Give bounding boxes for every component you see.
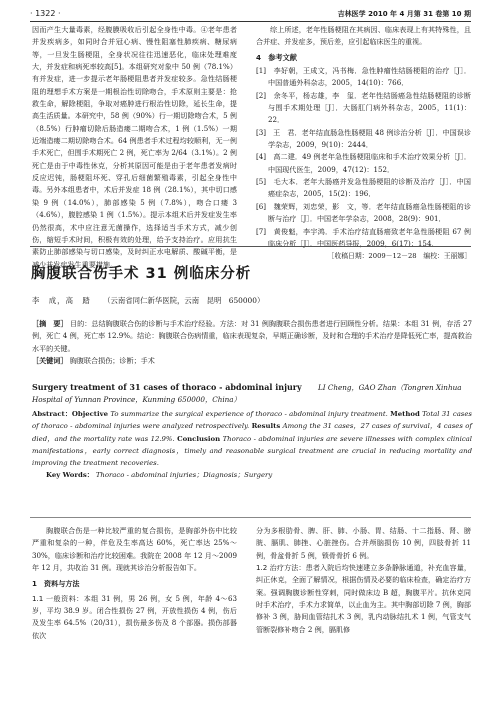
english-abstract (32, 408, 472, 482)
subsection-text: 治疗方法：患者入院后均快速建立多条静脉通道，补充血容量，纠正休克，全面了解情况，根据伤情及必要的临床检查，确定治疗方案。强调胸腹诊断性穿刺，同时做床边 B 超，胸腹平片。抗休克同时手术治疗，手术力求简单，以止血为主。其中胸部切除 7 例，胸部修补 3 例，胁间血管结扎术 3 例，乳内动脉结扎术 1 例，气管支气管断裂修补吻合 2 例，膈肌修 (256, 563, 471, 634)
article-separator (30, 246, 471, 247)
en-keywords-text: Thoraco - abdominal injuries；Diagnosis；Surgery (95, 471, 273, 480)
author-affiliation: （云南省同仁新华医院，云南 昆明 650000） (103, 296, 265, 305)
references-heading: 4 参考文献 (256, 52, 297, 62)
reference-item: [6] 魏荣辉，刘忠荣，影 文，等．老年结直肠癌急性肠梗阻的诊断与治疗［J］．中国老年学杂志，2008，28(9)：901． (256, 201, 471, 224)
abstract-text: 目的：总结胸腹联合伤的诊断与手术治疗经验。方法：对 31 例胸腹联合损伤患者进行回顾性分析。结果：本组 31 例，存活 27 例，死亡 4 例，死亡率 12.9%。结论：胸腹联合伤病情重，临床表现复杂，早期正确诊断，及时和合理的手术治疗是降低死亡率，提高救治水平的关键。 (32, 319, 472, 353)
en-conclusion-text: Thoraco - abdominal injuries are severe illnesses with complex clinical manifestations，early correct diagnosis，timely and reasonable surgical treatment are crucial in reducing mortality and improving the treatment recoveries. (32, 434, 472, 468)
subsection-number: 1.1 (32, 593, 44, 603)
header-rule (30, 21, 471, 22)
body-paragraph: 分为多根肋骨、脾、肝、肺、小肠、胃、结肠、十二指肠、肾、膀胱、膈肌、肺挫、心脏挫伤。合并颅脑损伤 10 例，四肢骨折 11 例，骨盆骨折 5 例，锁骨骨折 6 例。 (256, 526, 471, 560)
english-title: Surgery treatment of 31 cases of thoraco - abdominal injury (32, 382, 302, 392)
previous-article-left-column (32, 24, 237, 271)
reference-item: [2] 余冬平，杨志雄，李 玺．老年性结肠癌急性结肠梗阻的诊断与围手术期处理［J］．大肠肛门病外科杂志，2005，11(1)：22． (256, 90, 471, 125)
en-method-label: Method (390, 410, 420, 418)
reference-item: [1] 李好朝，王成文，冯书梅．急性肿瘤性结肠梗阻的治疗［J］．中国普通外科杂志，2005，14(10)：766． (256, 66, 471, 88)
keywords-label: ［关键词］ (32, 355, 68, 365)
received-date: ［收稿日期：2009－12－28 编校：王丽娜］ (327, 252, 471, 261)
en-results-text: Among the 31 cases，27 cases of survival，4 cases of died，and the mortality rate was 12.9%. (32, 422, 472, 443)
body-left-column (32, 525, 237, 642)
en-objective-label: Abstract：Objective (32, 410, 108, 418)
journal-citation: 吉林医学 2010 年 4 月第 31 卷第 10 期 (337, 10, 471, 18)
reference-item: [7] 黄俊魁，李宇鸿．手术治疗结直肠癌致老年急性肠梗阻 67 例临床分析［J］．中国医药导报，2009，6(17)：154． (256, 226, 471, 248)
subsection-text: 一般资料：本组 31 例，男 26 例，女 5 例，年龄 4～63 岁，平均 38.9 岁。闭合性损伤 27 例，开放性损伤 4 例，伤后及发生率 64.5%（20/31），损伤最多伤及 8 个部器。损伤部器依次 (32, 593, 237, 640)
keywords-text: 胸腹联合损伤；诊断；手术 (69, 355, 155, 365)
en-keywords-label: Key Words： (46, 471, 94, 480)
abstract-rule (30, 517, 471, 518)
section-heading: 1 资料与方法 (32, 579, 80, 589)
en-method-text: Total 31 cases of thoraco - abdominal injuries were analyzed retrospectively. (32, 410, 472, 431)
en-results-label: Results (251, 422, 281, 431)
body-right-column (256, 525, 471, 636)
en-conclusion-label: Conclusion (177, 434, 221, 443)
previous-article-right-column (256, 24, 471, 263)
article-title: 胸腹联合伤手术 31 例临床分析 (31, 266, 252, 282)
conclusion-paragraph: 综上所述，老年性肠梗阻在其病因、临床表现上有其特殊性，且合并症、并发症多，预后差，应引起临床医生的重视。 (256, 25, 471, 47)
intro-paragraph: 胸腹联合伤是一种比较严重的复合损伤，是胸部外伤中比较严重和复杂的一种，伴危及生率高达 60%，死亡率达 25%～30%，临床诊断和治疗比较困难。我院在 2008 年 12 月～2009 年 12 月，共收治 31 例。现就其诊治分析报告如下。 (32, 526, 237, 573)
en-objective-text: To summarize the surgical experience of thoraco - abdominal injury treatment. (110, 410, 388, 418)
english-title-block (32, 381, 472, 407)
subsection-number: 1.2 (256, 563, 268, 573)
author-names: 李 成，高 踏 (32, 296, 91, 305)
reference-item: [4] 高二建．49 例老年急性肠梗阻临床和手术治疗效果分析［J］．中国现代医生，2009，47(12)：152． (256, 152, 471, 174)
abstract-label: ［摘 要］ (32, 319, 68, 328)
english-authors: LI Cheng，GAO Zhan（Tongren Xinhua Hospital of Yunnan Province，Kunming 650000，China） (32, 383, 462, 405)
page-number: · 1322 · (30, 9, 61, 18)
author-line (32, 295, 264, 306)
reference-item: [5] 毛大本．老年大肠癌并发急性肠梗阻的诊断及治疗［J］．中国癌症杂志，2005，15(2)：196． (256, 177, 471, 199)
reference-item: [3] 王 君．老年结直肠急性肠梗阻 48 例诊治分析［J］．中国误诊学杂志，2009，9(10)：2444． (256, 127, 471, 150)
discussion-paragraph: 因而产生大量毒素，经腹膜吸收后引起全身性中毒。④老年患者并发疾病多，如同时合并冠心病、慢性阻塞性肺疾病、糖尿病等，一旦发生肠梗阻，全身状况往往迅速恶化，临床处理难度大，并发症和病死率较高[5]。本组研究对象中 50 例（78.1%）有并发症，进一步提示老年肠梗阻患者并发症较多。急性结肠梗阻的理想手术方案是一期根治性切除吻合，手术原则主要是：抢救生命，解除梗阻，争取对癌肿进行根治性切除，延长生命，提高生活质量。本研究中，58 例（90%）行一期切除吻合术，5 例（8.5%）行肿瘤切除后肠造瘘二期吻合术，1 例（1.5%）一期近端造瘘二期切除吻合术。64 例患者手术过程均较顺利，无一例手术死亡，但围手术期死亡 2 例，死亡率为 2/64（3.1%）。2 例死亡是由于中毒性休克，分析其原因可能是由于老年患者发病时反应迟钝，肠梗阻坏死、穿孔后细菌繁殖毒素，引起全身性中毒。另外本组患者中，术后并发症 18 例（28.1%），其中切口感染 9 例（14.0%），肺部感染 5 例（7.8%），吻合口瘘 3（4.6%），腹腔感染 1 例（1.5%）。提示本组术后并发症发生率仍然很高，术中应注意无菌操作，选择适当手术方式，减少创伤，缩短手术时间，积极有效的处理，给予支持治疗。应用抗生素防止肺部感染与切口感染，及时纠正水电解质、酸碱平衡，是减少并发症发生重要措施。 (32, 25, 237, 269)
chinese-abstract (32, 318, 472, 367)
